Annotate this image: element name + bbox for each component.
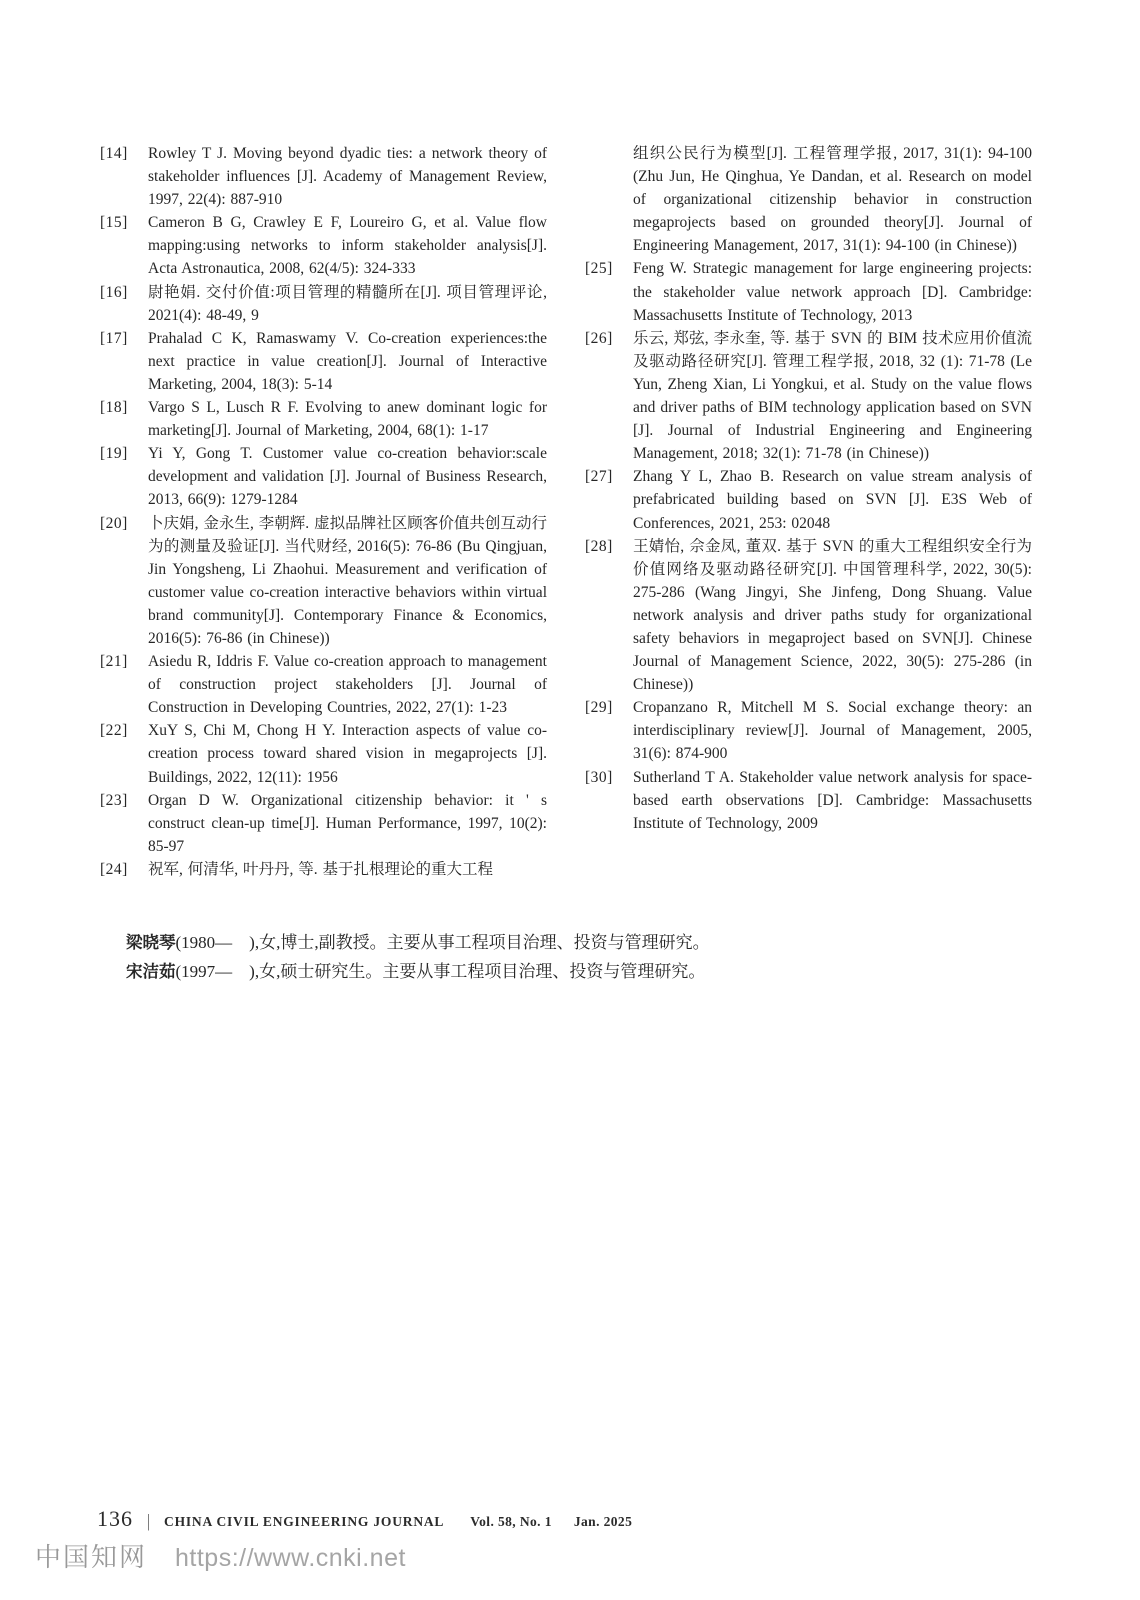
reference-text: Cropanzano R, Mitchell M S. Social exchange theory: an interdisciplinary review[J]. Journal of Management, 2005, 31(6): 874-900 (633, 699, 1032, 763)
footer-divider: | (147, 1512, 151, 1532)
reference-item (585, 465, 1032, 534)
reference-item (100, 858, 547, 881)
reference-number: [17] (100, 329, 128, 347)
journal-name: CHINA CIVIL ENGINEERING JOURNAL (164, 1514, 445, 1529)
references-section (100, 142, 1032, 881)
reference-item (100, 719, 547, 788)
page-footer (97, 1506, 632, 1532)
reference-item (585, 696, 1032, 765)
references-right-column (585, 142, 1032, 881)
reference-text: Yi Y, Gong T. Customer value co-creation behavior:scale development and validation [J]. Journal of Business Research, 2013, 66(9): 1279-1284 (148, 445, 547, 509)
reference-text: 王婧怡, 佘金凤, 董双. 基于 SVN 的重大工程组织安全行为价值网络及驱动路径研究[J]. 中国管理科学, 2022, 30(5): 275-286 (Wang Jingyi, She Jinfeng, Dong Shuang. Value network analysis and driver paths study for organizational safety behaviors in megaproject based on SVN[J]. Chinese Journal of Management Science, 2022, 30(5): 275-286 (in Chinese)) (633, 537, 1032, 694)
reference-number: [29] (585, 699, 613, 717)
cnki-brand-logo: 中国知网 (35, 1542, 148, 1572)
reference-item-continuation (585, 142, 1032, 257)
reference-item (100, 327, 547, 396)
author-bio-line (126, 929, 710, 958)
reference-item (100, 789, 547, 858)
reference-number: [16] (100, 283, 128, 301)
reference-text: Organ D W. Organizational citizenship behavior: it ' s construct clean-up time[J]. Human Performance, 1997, 10(2): 85-97 (148, 791, 547, 855)
reference-text: 卜庆娟, 金永生, 李朝辉. 虚拟品牌社区顾客价值共创互动行为的测量及验证[J]. 当代财经, 2016(5): 76-86 (Bu Qingjuan, Jin Yongsheng, Li Zhaohui. Measurement and verification of customer value co-creation interactive behaviors within virtual brand community[J]. Contemporary Finance & Economics, 2016(5): 76-86 (in Chinese)) (148, 514, 547, 647)
reference-number: [24] (100, 860, 128, 878)
volume-issue: Vol. 58, No. 1 (470, 1514, 552, 1529)
reference-number: [30] (585, 768, 613, 786)
author-name: 宋洁茹 (126, 962, 176, 981)
reference-text: Feng W. Strategic management for large engineering projects: the stakeholder value network approach [D]. Cambridge: Massachusetts Institute of Technology, 2013 (633, 260, 1032, 324)
reference-text: Prahalad C K, Ramaswamy V. Co-creation experiences:the next practice in value creation[J]. Journal of Interactive Marketing, 2004, 18(3): 5-14 (148, 329, 547, 393)
reference-number: [19] (100, 445, 128, 463)
references-left-column (100, 142, 547, 881)
reference-number: [26] (585, 329, 613, 347)
reference-text: Cameron B G, Crawley E F, Loureiro G, et al. Value flow mapping:using networks to inform stakeholder analysis[J]. Acta Astronautica, 2008, 62(4/5): 324-333 (148, 214, 547, 278)
reference-item (100, 211, 547, 280)
reference-item (585, 766, 1032, 835)
page-number: 136 (97, 1506, 133, 1531)
reference-text: 祝军, 何清华, 叶丹丹, 等. 基于扎根理论的重大工程 (148, 860, 494, 878)
reference-number: [25] (585, 260, 613, 278)
author-name: 梁晓琴 (126, 934, 176, 952)
reference-item (100, 512, 547, 651)
reference-item (585, 257, 1032, 326)
reference-item (585, 327, 1032, 466)
reference-number: [15] (100, 214, 128, 232)
reference-text: Zhang Y L, Zhao B. Research on value stream analysis of prefabricated building based on SVN [J]. E3S Web of Conferences, 2021, 253: 02048 (633, 468, 1032, 532)
cnki-url: https://www.cnki.net (175, 1544, 406, 1572)
reference-number: [23] (100, 791, 128, 809)
reference-item (100, 142, 547, 211)
reference-text: Sutherland T A. Stakeholder value network analysis for space-based earth observations [D]. Cambridge: Massachusetts Institute of Technology, 2009 (633, 768, 1032, 832)
reference-text: 组织公民行为模型[J]. 工程管理学报, 2017, 31(1): 94-100 (Zhu Jun, He Qinghua, Ye Dandan, et al. Research on model of organizational citizenship behavior in construction megaprojects based on grounded theory[J]. Journal of Engineering Management, 2017, 31(1): 94-100 (in Chinese)) (633, 145, 1032, 255)
reference-text: Rowley T J. Moving beyond dyadic ties: a network theory of stakeholder influences [J]. Academy of Management Review, 1997, 22(4): 887-910 (148, 145, 547, 209)
reference-number: [18] (100, 399, 128, 417)
reference-number: [27] (585, 468, 613, 486)
reference-number: [20] (100, 514, 128, 532)
reference-item (100, 442, 547, 511)
reference-item (100, 396, 547, 442)
reference-text: Asiedu R, Iddris F. Value co-creation approach to management of construction project stakeholders [J]. Journal of Construction in Developing Countries, 2022, 27(1): 1-23 (148, 653, 547, 717)
cnki-watermark (35, 1537, 406, 1574)
author-bio-text: (1997— ),女,硕士研究生。主要从事工程项目治理、投资与管理研究。 (175, 961, 706, 981)
reference-number: [28] (585, 537, 613, 555)
reference-text: 尉艳娟. 交付价值:项目管理的精髓所在[J]. 项目管理评论, 2021(4): 48-49, 9 (148, 283, 547, 324)
author-bios (126, 929, 710, 986)
reference-number: [14] (100, 145, 128, 162)
author-bio-text: (1980— ),女,博士,副教授。主要从事工程项目治理、投资与管理研究。 (175, 933, 710, 952)
reference-item (100, 281, 547, 327)
reference-number: [22] (100, 722, 128, 740)
issue-date: Jan. 2025 (573, 1514, 633, 1529)
reference-number: [21] (100, 653, 128, 671)
reference-text: XuY S, Chi M, Chong H Y. Interaction aspects of value co-creation process toward shared vision in megaprojects [J]. Buildings, 2022, 12(11): 1956 (148, 722, 547, 786)
reference-item (585, 535, 1032, 697)
reference-item (100, 650, 547, 719)
reference-text: Vargo S L, Lusch R F. Evolving to anew dominant logic for marketing[J]. Journal of Marketing, 2004, 68(1): 1-17 (148, 399, 547, 440)
reference-text: 乐云, 郑弦, 李永奎, 等. 基于 SVN 的 BIM 技术应用价值流及驱动路径研究[J]. 管理工程学报, 2018, 32 (1): 71-78 (Le Yun, Zheng Xian, Li Yongkui, et al. Study on the value flows and driver paths of BIM technology application based on SVN [J]. Journal of Industrial Engineering and Engineering Management, 2018; 32(1): 71-78 (in Chinese)) (633, 329, 1032, 463)
author-bio-line (126, 958, 710, 987)
